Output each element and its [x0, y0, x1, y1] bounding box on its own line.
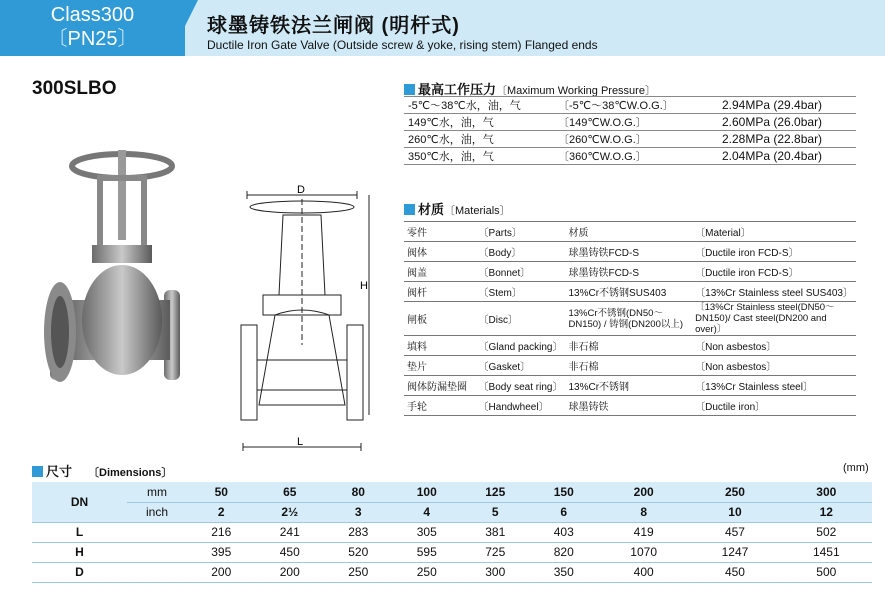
- dim-mm-value: 80: [324, 482, 393, 502]
- part-en: 〔Disc〕: [476, 302, 566, 336]
- material-row: [404, 242, 856, 262]
- pressure-row: [404, 131, 856, 148]
- material-row: [404, 222, 856, 242]
- part-en: 〔Body seat ring〕: [476, 376, 566, 396]
- dim-mm-value: 250: [689, 482, 780, 502]
- dim-mm-value: 150: [530, 482, 599, 502]
- dim-value: 250: [324, 562, 393, 582]
- material-cn: 非石棉: [565, 336, 692, 356]
- dim-mm-value: 125: [461, 482, 530, 502]
- dim-row: [32, 522, 872, 542]
- part-en: 〔Bonnet〕: [476, 262, 566, 282]
- pressure-condition-en: 〔-5℃～38℃W.O.G.〕: [554, 97, 714, 114]
- pressure-condition-cn: -5℃～38℃水，油，气: [404, 97, 554, 114]
- dim-inch-value: 6: [530, 502, 599, 522]
- dim-inch-value: 5: [461, 502, 530, 522]
- material-cn: 非石棉: [565, 356, 692, 376]
- materials-title-cn: 材质: [418, 202, 445, 217]
- pressure-condition-en: 〔149℃W.O.G.〕: [554, 114, 714, 131]
- pressure-condition-cn: 260℃水，油，气: [404, 131, 554, 148]
- drawing-label-l: L: [297, 436, 304, 448]
- part-cn: 垫片: [404, 356, 476, 376]
- dimensions-title-en: 〔Dimensions〕: [88, 467, 173, 479]
- dim-mm-value: 300: [781, 482, 872, 502]
- dim-inch-value: 8: [598, 502, 689, 522]
- material-cn: 球墨铸铁: [565, 396, 692, 416]
- part-en: 〔Parts〕: [476, 222, 566, 242]
- dim-mm-value: 100: [393, 482, 462, 502]
- material-en: 〔Ductile iron〕: [692, 396, 856, 416]
- material-en: 〔Material〕: [692, 222, 856, 242]
- dim-row-label: D: [32, 562, 127, 582]
- material-en: 〔13%Cr Stainless steel SUS403〕: [692, 282, 856, 302]
- pressure-value: 2.60MPa (26.0bar): [714, 114, 856, 131]
- valve-photo: [40, 150, 200, 390]
- model-number: 300SLBO: [32, 78, 117, 99]
- dim-inch-row: [32, 502, 872, 522]
- dim-value: 350: [530, 562, 599, 582]
- dim-value: 500: [781, 562, 872, 582]
- dim-mm-row: [32, 482, 872, 502]
- material-en: 〔Ductile iron FCD-S〕: [692, 262, 856, 282]
- dim-value: 200: [256, 562, 325, 582]
- materials-title-en: 〔Materials〕: [444, 205, 511, 217]
- pressure-row: [404, 114, 856, 131]
- page-header: [0, 0, 885, 64]
- pressure-title-cn: 最高工作压力: [418, 82, 497, 97]
- dim-row: [32, 542, 872, 562]
- dim-value: 300: [461, 562, 530, 582]
- dim-value: 381: [461, 522, 530, 542]
- mm-label: mm: [127, 482, 187, 502]
- part-en: 〔Body〕: [476, 242, 566, 262]
- material-en: 〔Non asbestos〕: [692, 336, 856, 356]
- square-icon: [404, 84, 415, 95]
- part-cn: 手轮: [404, 396, 476, 416]
- dim-value: 1451: [781, 542, 872, 562]
- pressure-value: 2.28MPa (22.8bar): [714, 131, 856, 148]
- pressure-value: 2.94MPa (29.4bar): [714, 97, 856, 114]
- dimensions-unit: (mm): [843, 462, 869, 474]
- pn-label: 〔PN25〕: [47, 28, 138, 50]
- dim-value: 395: [187, 542, 256, 562]
- pressure-condition-cn: 350℃水，油，气: [404, 148, 554, 165]
- dim-row: [32, 562, 872, 582]
- inch-label: inch: [127, 502, 187, 522]
- dim-value: 450: [689, 562, 780, 582]
- drawing-label-d: D: [297, 185, 305, 196]
- part-cn: 阀杆: [404, 282, 476, 302]
- part-cn: 阀体防漏垫圈: [404, 376, 476, 396]
- material-row: [404, 336, 856, 356]
- material-row: [404, 282, 856, 302]
- part-cn: 零件: [404, 222, 476, 242]
- pressure-condition-en: 〔360℃W.O.G.〕: [554, 148, 714, 165]
- drawing-label-h: H: [360, 280, 368, 292]
- pressure-row: [404, 97, 856, 114]
- dim-value: 595: [393, 542, 462, 562]
- material-cn: 13%Cr不锈钢: [565, 376, 692, 396]
- pressure-title-en: 〔Maximum Working Pressure〕: [496, 85, 656, 97]
- part-en: 〔Gland packing〕: [476, 336, 566, 356]
- dim-value: 820: [530, 542, 599, 562]
- material-cn: 球墨铸铁FCD-S: [565, 262, 692, 282]
- material-en: 〔Non asbestos〕: [692, 356, 856, 376]
- materials-section-title: [404, 199, 511, 218]
- dim-mm-value: 50: [187, 482, 256, 502]
- dim-mm-value: 65: [256, 482, 325, 502]
- part-en: 〔Stem〕: [476, 282, 566, 302]
- valve-drawing: [235, 185, 375, 455]
- dimensions-section-title: [32, 461, 172, 480]
- dim-inch-value: 2: [187, 502, 256, 522]
- material-cn: 13%Cr不锈钢(DN50～DN150) / 铸钢(DN200以上): [565, 302, 692, 336]
- dim-value: 502: [781, 522, 872, 542]
- pressure-value: 2.04MPa (20.4bar): [714, 148, 856, 165]
- material-cn: 材质: [565, 222, 692, 242]
- dim-value: 241: [256, 522, 325, 542]
- material-cn: 球墨铸铁FCD-S: [565, 242, 692, 262]
- material-row: [404, 396, 856, 416]
- pressure-row: [404, 148, 856, 165]
- dim-value: 419: [598, 522, 689, 542]
- dim-value: 725: [461, 542, 530, 562]
- title-en: Ductile Iron Gate Valve (Outside screw & yoke, rising stem) Flanged ends: [207, 38, 598, 52]
- dim-value: 450: [256, 542, 325, 562]
- dim-value: 200: [187, 562, 256, 582]
- part-cn: 阀体: [404, 242, 476, 262]
- material-row: [404, 356, 856, 376]
- dim-value: 283: [324, 522, 393, 542]
- dim-value: 400: [598, 562, 689, 582]
- dn-label: DN: [32, 482, 127, 522]
- dim-mm-value: 200: [598, 482, 689, 502]
- dim-value: 457: [689, 522, 780, 542]
- dim-inch-value: 2½: [256, 502, 325, 522]
- class-label: Class300: [50, 4, 135, 26]
- materials-table: [404, 221, 856, 416]
- pressure-condition-cn: 149℃水，油，气: [404, 114, 554, 131]
- dim-value: 216: [187, 522, 256, 542]
- dimensions-title-cn: 尺寸: [46, 464, 73, 479]
- material-cn: 13%Cr不锈钢SUS403: [565, 282, 692, 302]
- title-cn: 球墨铸铁法兰闸阀 (明杆式): [207, 15, 460, 37]
- part-en: 〔Handwheel〕: [476, 396, 566, 416]
- square-icon: [404, 204, 415, 215]
- dim-spacer: [127, 542, 187, 562]
- material-row: [404, 262, 856, 282]
- part-en: 〔Gasket〕: [476, 356, 566, 376]
- dim-value: 1070: [598, 542, 689, 562]
- pressure-table: [404, 96, 856, 165]
- dim-inch-value: 4: [393, 502, 462, 522]
- square-icon: [32, 466, 43, 477]
- dim-inch-value: 12: [781, 502, 872, 522]
- header-angle: [170, 0, 198, 56]
- dim-row-label: H: [32, 542, 127, 562]
- material-row: [404, 376, 856, 396]
- dim-spacer: [127, 562, 187, 582]
- dim-value: 1247: [689, 542, 780, 562]
- dim-inch-value: 10: [689, 502, 780, 522]
- class-badge: [0, 0, 185, 56]
- material-row: [404, 302, 856, 336]
- material-en: 〔Ductile iron FCD-S〕: [692, 242, 856, 262]
- dim-inch-value: 3: [324, 502, 393, 522]
- dim-value: 305: [393, 522, 462, 542]
- dim-spacer: [127, 522, 187, 542]
- dimensions-table: [32, 482, 872, 583]
- dim-row-label: L: [32, 522, 127, 542]
- part-cn: 填料: [404, 336, 476, 356]
- material-en: 〔13%Cr Stainless steel〕: [692, 376, 856, 396]
- material-en: 〔13%Cr Stainless steel(DN50～DN150)/ Cast steel(DN200 and over)〕: [692, 302, 856, 336]
- pressure-condition-en: 〔260℃W.O.G.〕: [554, 131, 714, 148]
- part-cn: 阀盖: [404, 262, 476, 282]
- part-cn: 闸板: [404, 302, 476, 336]
- dim-value: 520: [324, 542, 393, 562]
- dim-value: 250: [393, 562, 462, 582]
- dim-value: 403: [530, 522, 599, 542]
